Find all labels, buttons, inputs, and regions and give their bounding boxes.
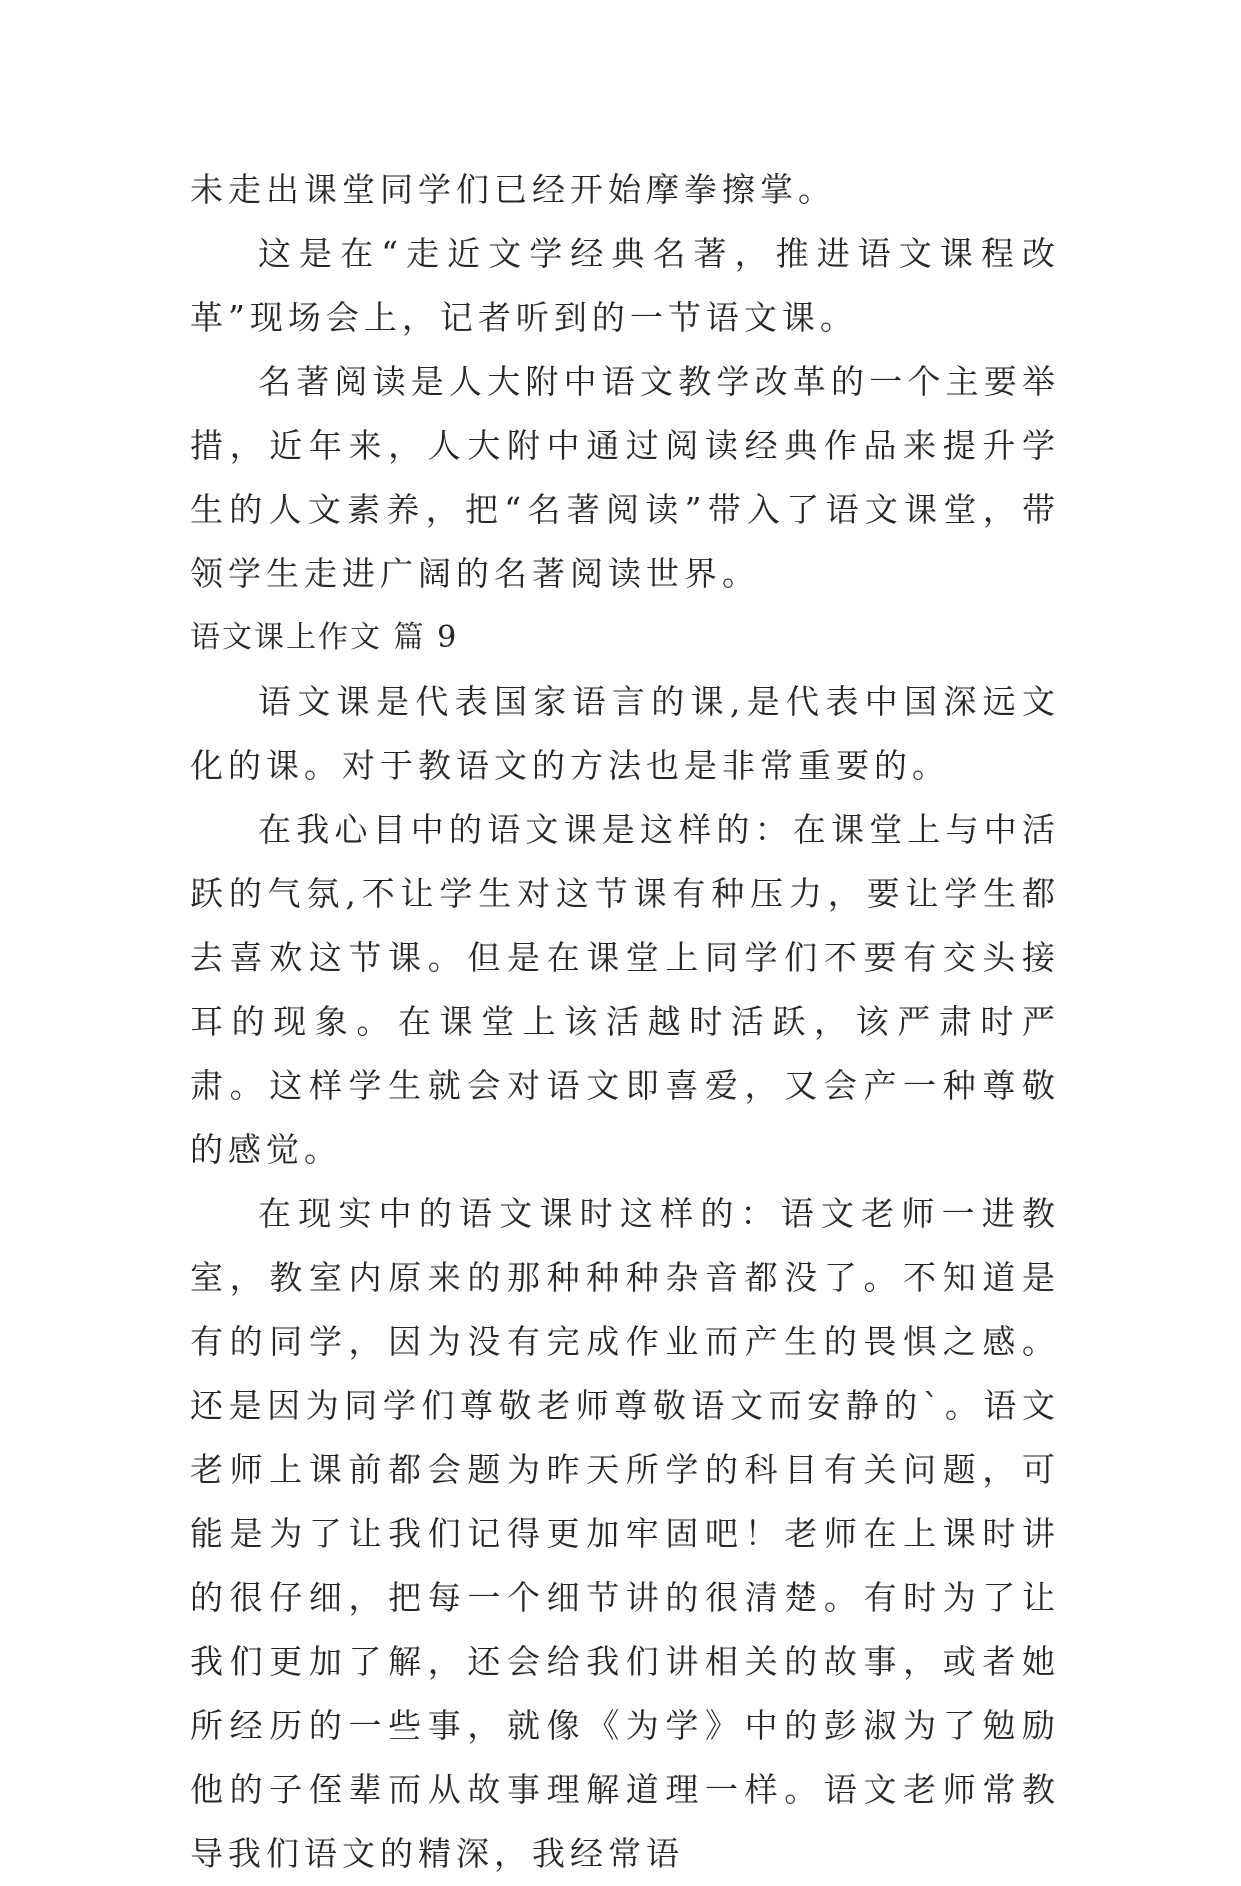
- paragraph: 在我心目中的语文课是这样的：在课堂上与中活跃的气氛,不让学生对这节课有种压力，要让学生都去喜欢这节课。但是在课堂上同学们不要有交头接耳的现象。在课堂上该活越时活跃，该严肃时严肃。这样学生就会对语文即喜爱，又会产一种尊敬的感觉。: [190, 810, 1060, 1169]
- paragraph: 这是在“走近文学经典名著，推进语文课程改革”现场会上，记者听到的一节语文课。: [190, 234, 1060, 337]
- paragraph-continued: 未走出课堂同学们已经开始摩拳擦掌。: [190, 170, 836, 209]
- section-heading: 语文课上作文 篇 9: [190, 620, 459, 655]
- document-body: [190, 158, 1060, 1886]
- paragraph: 语文课是代表国家语言的课,是代表中国深远文化的课。对于教语文的方法也是非常重要的。: [190, 682, 1060, 785]
- paragraph: 在现实中的语文课时这样的：语文老师一进教室，教室内原来的那种种种杂音都没了。不知道是有的同学，因为没有完成作业而产生的畏惧之感。还是因为同学们尊敬老师尊敬语文而安静的`。语文老师上课前都会题为昨天所学的科目有关问题，可能是为了让我们记得更加牢固吧！老师在上课时讲的很仔细，把每一个细节讲的很清楚。有时为了让我们更加了解，还会给我们讲相关的故事，或者她所经历的一些事，就像《为学》中的彭淑为了勉励他的子侄辈而从故事理解道理一样。语文老师常教导我们语文的精深，我经常语: [190, 1194, 1060, 1873]
- paragraph: 名著阅读是人大附中语文教学改革的一个主要举措，近年来，人大附中通过阅读经典作品来提升学生的人文素养，把“名著阅读”带入了语文课堂，带领学生走进广阔的名著阅读世界。: [190, 362, 1060, 593]
